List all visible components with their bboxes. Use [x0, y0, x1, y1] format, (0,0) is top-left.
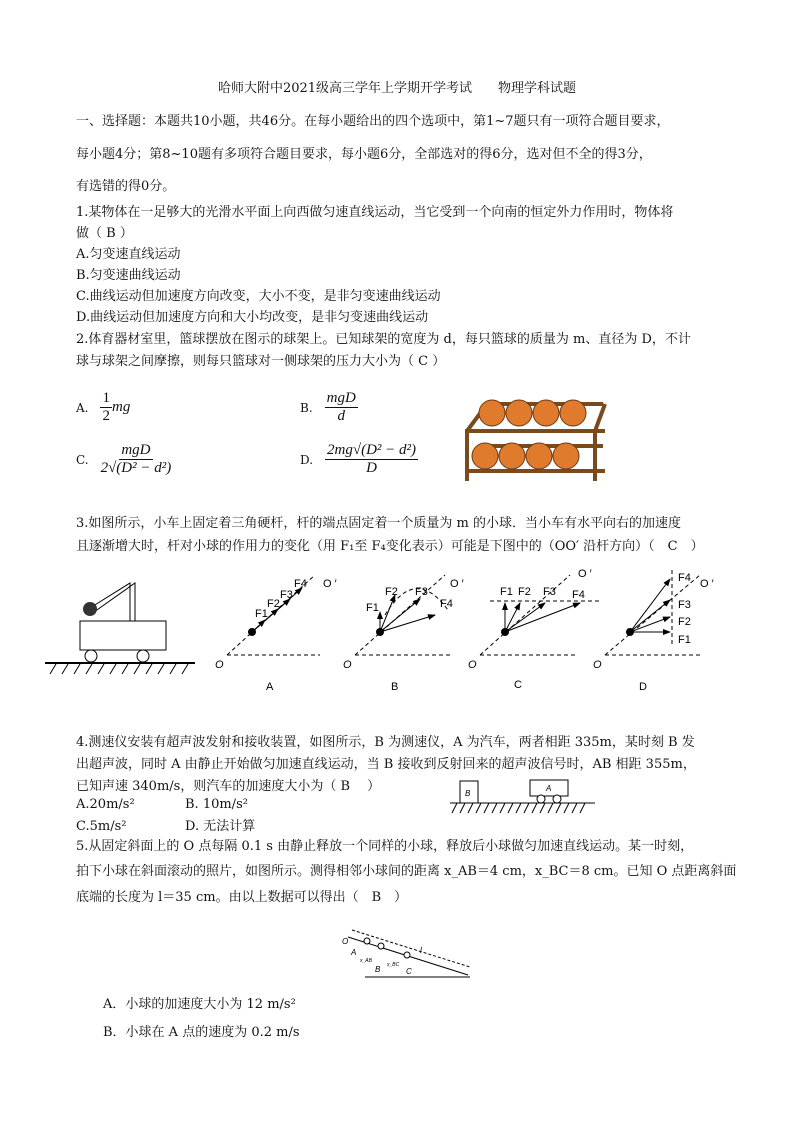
denominator: 2√(D² − d²): [100, 460, 172, 476]
q5-stem-2: 拍下小球在斜面滚动的照片，如图所示。测得相邻小球间的距离 x_AB＝4 cm，x_BC＝8 cm。已知 O 点距离斜面: [76, 864, 737, 879]
q5-stem-3: 底端的长度为 l＝35 cm。由以上数据可以得出（ B ）: [76, 890, 408, 905]
denominator: 2: [102, 408, 110, 424]
o-prime-label: O ′: [450, 578, 464, 590]
q1-option-c: C.曲线运动但加速度方向改变，大小不变，是非匀变速曲线运动: [76, 289, 441, 304]
denominator: d: [337, 408, 345, 424]
option-label: A.: [76, 400, 89, 415]
q1-option-b: B.匀变速曲线运动: [76, 268, 181, 283]
c-label: C: [406, 967, 412, 976]
q2-option-a: [76, 390, 130, 425]
denominator: D: [366, 460, 377, 476]
page-title: 哈师大附中2021级高三学年上学期开学考试 物理学科试题: [217, 81, 577, 96]
xbc-label: x_BC: [387, 962, 400, 968]
l-label: l: [420, 946, 422, 955]
f2-label: F2: [518, 586, 531, 598]
f4-label: F4: [678, 572, 691, 584]
diagram-label-b: B: [391, 681, 399, 693]
q4-stem-2: 出超声波，同时 A 由静止开始做匀加速直线运动，当 B 接收到反射回来的超声波信号时，AB 相距 355m，: [76, 757, 696, 772]
f1-label: F1: [366, 602, 379, 614]
f1-label: F1: [255, 608, 268, 620]
f3-label: F3: [280, 589, 293, 601]
basketball-rack-figure: [455, 396, 615, 481]
f4-label: F4: [572, 589, 585, 601]
numerator: 2mg√(D² − d²): [327, 442, 417, 458]
numerator: mgD: [326, 390, 356, 406]
q2-option-b: [300, 390, 358, 425]
o-prime-label: O ′: [578, 568, 592, 580]
q1-option-a: A.匀变速直线运动: [76, 247, 181, 262]
option-label: C.: [76, 452, 89, 467]
q1-option-d: D.曲线运动但加速度方向和大小均改变，是非匀变速曲线运动: [76, 310, 429, 325]
speedometer-figure: [450, 778, 610, 820]
q1-stem-1: 1.某物体在一足够大的光滑水平面上向西做匀速直线运动，当它受到一个向南的恒定外力作用时，物体将: [76, 205, 674, 220]
o-label: O: [593, 659, 602, 671]
q4-stem-1: 4.测速仪安装有超声波发射和接收装置，如图所示，B 为测速仪，A 为汽车，两者相距 335m，某时刻 B 发: [76, 735, 695, 750]
a-label: A: [546, 784, 552, 793]
q5-option-b: B．小球在 A 点的速度为 0.2 m/s: [103, 1025, 300, 1040]
f3-label: F3: [678, 599, 691, 611]
f2-label: F2: [267, 598, 280, 610]
diagram-label-a: A: [266, 681, 274, 693]
section-instructions-3: 有选错的得0分。: [76, 179, 176, 194]
q5-option-a: A．小球的加速度大小为 12 m/s²: [103, 997, 296, 1012]
f2-label: F2: [385, 586, 398, 598]
b-label: B: [465, 789, 471, 798]
f3-label: F3: [543, 586, 556, 598]
f2-label: F2: [678, 616, 691, 628]
numerator: mgD: [121, 442, 151, 458]
xab-label: x_AB: [360, 958, 372, 964]
a-label: A: [351, 948, 357, 957]
o-label: O: [342, 937, 349, 946]
section-instructions-2: 每小题4分；第8~10题有多项符合题目要求，每小题6分，全部选对的得6分，选对但不全的得3分，: [76, 147, 652, 162]
incline-figure: [340, 925, 475, 980]
option-label: B.: [300, 400, 313, 415]
q2-option-c: [76, 442, 171, 477]
option-label: D.: [300, 452, 314, 467]
section-instructions-1: 一、选择题：本题共10小题，共46分。在每小题给出的四个选项中，第1~7题只有一项符合题目要求，: [76, 114, 670, 129]
formula-tail: mg: [111, 399, 131, 415]
o-label: O: [343, 659, 352, 671]
q4-option-a: A.20m/s²: [76, 797, 135, 812]
q3-stem-2: 且逐渐增大时，杆对小球的作用力的变化（用 F₁至 F₄变化表示）可能是下图中的（OO′ 沿杆方向）（ C ）: [76, 539, 704, 554]
force-diagrams: [210, 565, 770, 695]
o-label: O: [468, 659, 477, 671]
o-label: O: [215, 659, 224, 671]
o-prime-label: O ′: [700, 578, 714, 590]
q2-stem-2: 球与球架之间摩擦，则每只篮球对一侧球架的压力大小为（ C ）: [76, 354, 446, 369]
q4-option-b: B. 10m/s²: [185, 797, 248, 812]
diagram-label-d: D: [639, 681, 647, 693]
diagram-label-c: C: [514, 679, 522, 691]
q2-option-d: [300, 442, 418, 477]
q4-stem-3: 已知声速 340m/s，则汽车的加速度大小为（ B ）: [76, 779, 381, 794]
o-prime-label: O ′: [323, 578, 337, 590]
f4-label: F4: [440, 598, 453, 610]
f1-label: F1: [500, 586, 513, 598]
cart-figure: [40, 570, 200, 680]
q5-stem-1: 5.从固定斜面上的 O 点每隔 0.1 s 由静止释放一个同样的小球，释放后小球做匀加速直线运动。某一时刻，: [76, 839, 694, 854]
q4-option-d: D. 无法计算: [185, 819, 256, 834]
q2-stem-1: 2.体育器材室里，篮球摆放在图示的球架上。已知球架的宽度为 d，每只篮球的质量为 m、直径为 D，不计: [76, 332, 691, 347]
q4-option-c: C.5m/s²: [76, 819, 127, 834]
q3-stem-1: 3.如图所示，小车上固定着三角硬杆，杆的端点固定着一个质量为 m 的小球．当小车有水平向右的加速度: [76, 516, 681, 531]
numerator: 1: [102, 390, 110, 406]
f1-label: F1: [678, 634, 691, 646]
b-label: B: [375, 965, 381, 974]
q1-stem-2: 做（ B ）: [76, 226, 133, 241]
f4-label: F4: [294, 578, 307, 590]
f3-label: F3: [415, 586, 428, 598]
